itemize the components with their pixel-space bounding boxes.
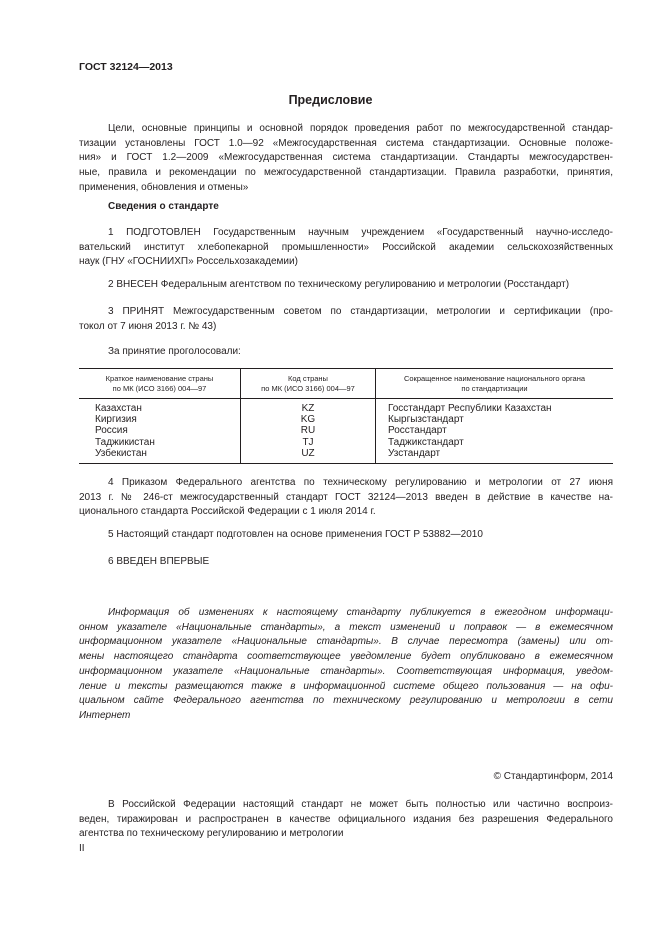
country-name: Таджикистан — [95, 436, 155, 448]
text-line: 1 ПОДГОТОВЛЕН Государственным научным учреждением «Государственный научно-исследо- — [108, 227, 613, 238]
standards-body: Кыргызстандарт — [376, 414, 614, 425]
country-code: UZ — [241, 448, 376, 464]
text-line: информационном указателе «Национальные стандарты». В случае пересмотра (замены) или от- — [79, 636, 613, 648]
page-number: II — [79, 843, 85, 854]
text-line: Интернет — [79, 709, 131, 721]
text-line: мены настоящего стандарта соответствующее уведомление будет опубликовано в ежемесячном — [79, 651, 613, 663]
country-name: Киргизия — [95, 414, 137, 426]
text-line: агентства по техническому регулированию и метрологии — [79, 828, 344, 840]
text-line: 3 ПРИНЯТ Межгосударственным советом по стандартизации, метрологии и сертификации (про- — [108, 306, 613, 317]
column-header-code: Код страны по МК (ИСО 3166) 004—97 — [241, 369, 376, 399]
country-code: RU — [241, 425, 376, 436]
country-name: Россия — [95, 425, 128, 437]
text-line: информационном указателе «Национальные стандарты». Соответствующая информация, уведом- — [79, 665, 613, 677]
rights-paragraph — [79, 798, 613, 842]
country-code: KG — [241, 414, 376, 425]
country-name: Казахстан — [95, 403, 142, 414]
document-code: ГОСТ 32124—2013 — [79, 61, 173, 73]
standards-body: Таджикстандарт — [376, 437, 614, 448]
voted-label: За принятие проголосовали: — [108, 346, 241, 357]
text-line: ния» и ГОСТ 1.2—2009 «Межгосударственная система стандартизации. Стандарты межгосударствен- — [79, 152, 613, 164]
item-1-paragraph — [79, 226, 613, 270]
text-line: ные, правила и рекомендации по межгосударственной стандартизации. Правила разработки, принятия, — [79, 167, 613, 179]
text-line: применения, обновления и отмены» — [79, 181, 249, 193]
text-line: онном указателе «Национальные стандарты», а текст изменений и поправок — в ежемесячном — [79, 621, 613, 633]
table-row — [79, 399, 613, 415]
standards-body: Узстандарт — [376, 448, 614, 464]
country-name: Узбекистан — [79, 448, 241, 464]
item-3-paragraph — [79, 305, 613, 334]
table-row — [79, 425, 613, 436]
text-line: Цели, основные принципы и основной порядок проведения работ по межгосударственной стандар- — [108, 123, 613, 134]
text-line: наук (ГНУ «ГОСНИИХП» Россельхозакадемии) — [79, 256, 298, 268]
text-line: 2 ВНЕСЕН Федеральным агентством по техническому регулированию и метрологии (Росстандарт) — [108, 279, 570, 290]
text-line: 2013 г. № 246-ст межгосударственный стандарт ГОСТ 32124—2013 введен в действие в качестве на- — [79, 491, 613, 503]
text-line: веден, тиражирован и распространен в качестве официального издания без разрешения Федерального — [79, 813, 613, 825]
intro-paragraph — [79, 122, 613, 196]
page-title: Предисловие — [288, 93, 373, 107]
table-row — [79, 414, 613, 425]
text-line: 4 Приказом Федерального агентства по техническому регулированию и метрологии от 27 июня — [108, 477, 613, 488]
text-line: В Российской Федерации настоящий стандарт не может быть полностью или частично воспроиз- — [108, 799, 613, 810]
changes-info-paragraph — [79, 606, 613, 724]
text-line: тизации установлены ГОСТ 1.0—92 «Межгосударственная система стандартизации. Основные положе- — [79, 137, 613, 149]
text-line: ционального стандарта Российской Федерации с 1 июля 2014 г. — [79, 506, 376, 518]
item-4-paragraph — [79, 476, 613, 520]
column-header-country: Краткое наименование страны по МК (ИСО 3166) 004—97 — [79, 369, 241, 399]
item-5-paragraph: 5 Настоящий стандарт подготовлен на основе применения ГОСТ Р 53882—2010 — [108, 529, 483, 540]
table-header-row — [79, 369, 613, 399]
section-subheading: Сведения о стандарте — [108, 201, 219, 212]
text-line: вательский институт хлебопекарной промышленности» Российской академии сельскохозяйственных — [79, 241, 613, 253]
item-2-paragraph — [79, 278, 613, 293]
voting-countries-table — [79, 368, 613, 464]
table-row — [79, 437, 613, 448]
text-line: токол от 7 июня 2013 г. № 43) — [79, 320, 217, 332]
copyright-notice: © Стандартинформ, 2014 — [493, 771, 613, 782]
item-6-paragraph: 6 ВВЕДЕН ВПЕРВЫЕ — [108, 556, 210, 567]
text-line: Информация об изменениях к настоящему стандарту публикуется в ежегодном информаци- — [108, 607, 613, 618]
standards-body: Росстандарт — [376, 425, 614, 436]
text-line: циальном сайте Федерального агентства по техническому регулированию и метрологии в сети — [79, 695, 613, 707]
text-line: ление и тексты размещаются также в информационной системе общего пользования — на офи- — [79, 680, 613, 692]
country-code: KZ — [241, 399, 376, 415]
country-code: TJ — [241, 437, 376, 448]
table-row — [79, 448, 613, 464]
standards-body: Госстандарт Республики Казахстан — [376, 399, 614, 415]
column-header-organ: Сокращенное наименование национального органа по стандартизации — [376, 369, 614, 399]
